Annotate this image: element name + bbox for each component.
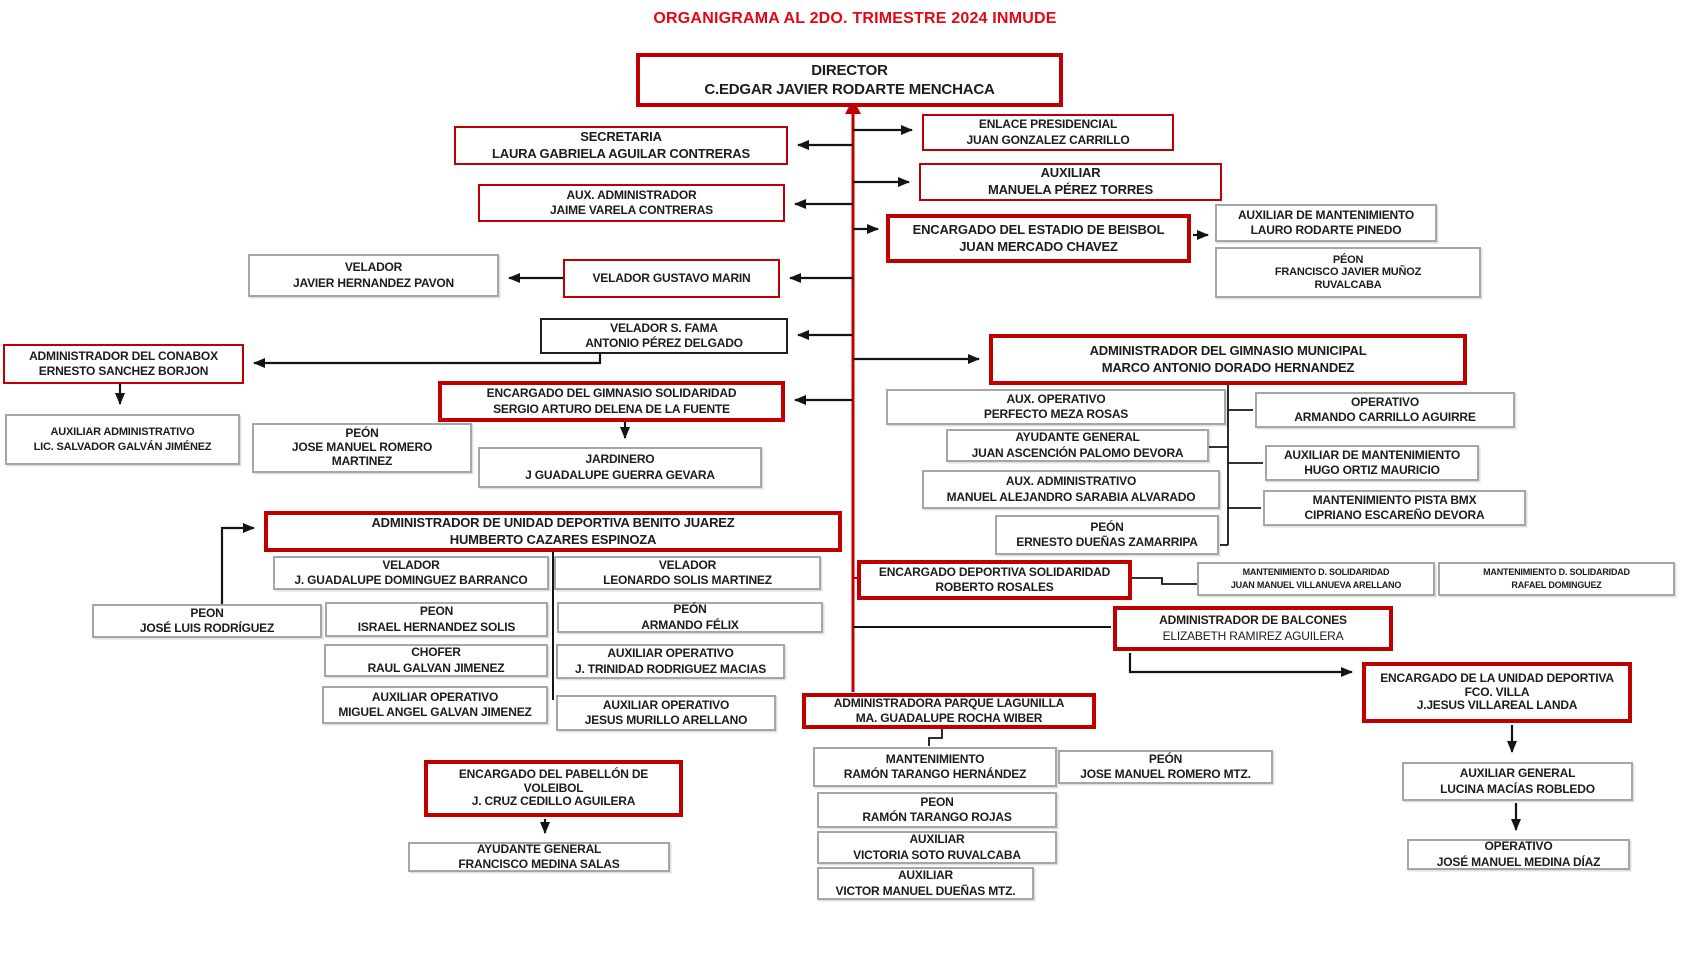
org-node-line: VELADOR S. FAMA — [610, 320, 718, 335]
org-node-mant-sol-1 — [1197, 562, 1435, 596]
org-node-line: MANTENIMIENTO — [885, 751, 985, 766]
org-node-line: SECRETARIA — [580, 128, 662, 144]
org-node-line: MARCO ANTONIO DORADO HERNANDEZ — [1101, 359, 1355, 375]
org-node-peon-francisco — [1215, 247, 1481, 298]
org-node-peon-romero — [252, 423, 472, 473]
org-node-line: J.JESUS VILLAREAL LANDA — [1416, 698, 1578, 713]
org-node-line: ARMANDO FÉLIX — [641, 617, 739, 632]
org-node-line: AUXILIAR OPERATIVO — [371, 689, 499, 704]
org-node-line: AUXILIAR OPERATIVO — [607, 646, 734, 661]
org-node-line: LAURO RODARTE PINEDO — [1250, 223, 1402, 237]
org-node-aux-victor — [817, 867, 1034, 900]
org-node-aux-general-lucina — [1402, 762, 1633, 801]
org-node-line: ISRAEL HERNANDEZ SOLIS — [357, 619, 516, 634]
org-node-line: HUMBERTO CAZARES ESPINOZA — [449, 531, 657, 547]
org-node-line: MANUELA PÉREZ TORRES — [987, 182, 1153, 197]
org-node-mant-bmx — [1263, 490, 1526, 526]
org-node-line: RAMÓN TARANGO HERNÁNDEZ — [843, 767, 1027, 781]
org-node-line: ELIZABETH RAMIREZ AGUILERA — [1162, 628, 1344, 643]
org-node-aux-mant-hugo — [1265, 445, 1479, 481]
org-node-mant-ramon — [813, 747, 1057, 787]
org-node-pabellon — [424, 760, 683, 817]
org-node-line: LUCINA MACÍAS ROBLEDO — [1440, 781, 1595, 796]
org-node-line: ARMANDO CARRILLO AGUIRRE — [1294, 410, 1476, 424]
org-node-line: RUVALCABA — [1314, 278, 1382, 291]
org-node-aux-admin-manuel — [922, 470, 1220, 509]
org-node-aux-op-perfecto — [886, 389, 1226, 425]
org-node-line: HUGO ORTIZ MAURICIO — [1304, 463, 1440, 477]
org-node-aux-op-trinidad — [556, 644, 785, 679]
org-node-line: ADMINISTRADOR DEL CONABOX — [29, 348, 218, 363]
org-node-peon-armando-felix — [557, 602, 823, 633]
org-node-line: FRANCISCO JAVIER MUÑOZ — [1274, 266, 1422, 279]
org-node-line: AUXILIAR GENERAL — [1459, 766, 1576, 781]
org-node-line: VELADOR — [658, 557, 717, 572]
org-node-line: VELADOR GUSTAVO MARIN — [592, 270, 751, 285]
org-node-line: JOSÉ MANUEL MEDINA DÍAZ — [1436, 854, 1601, 869]
org-node-line: MANTENIMIENTO D. SOLIDARIDAD — [1483, 566, 1630, 577]
org-node-line: CIPRIANO ESCAREÑO DEVORA — [1304, 508, 1485, 522]
org-node-velador-javier — [248, 254, 499, 297]
org-node-line: MANTENIMIENTO PISTA BMX — [1312, 492, 1477, 507]
org-node-line: VICTOR MANUEL DUEÑAS MTZ. — [835, 883, 1016, 898]
org-node-peon-ramon-rojas — [817, 792, 1057, 828]
org-node-line: ADMINISTRADOR DEL GIMNASIO MUNICIPAL — [1089, 342, 1367, 358]
org-node-gimnasio-municipal — [989, 334, 1467, 385]
org-node-ayudante-francisco — [408, 842, 670, 872]
org-node-line: ENCARGADO DEL GIMNASIO SOLIDARIDAD — [486, 386, 737, 401]
org-node-line: JUAN GONZALEZ CARRILLO — [966, 132, 1130, 147]
org-node-line: ADMINISTRADOR DE UNIDAD DEPORTIVA BENITO JUAREZ — [371, 514, 735, 530]
org-node-line: PEÓN — [345, 426, 379, 441]
org-node-peon-israel — [325, 602, 548, 637]
org-node-line: JUAN MANUEL VILLANUEVA ARELLANO — [1230, 580, 1402, 590]
org-node-line: J. CRUZ CEDILLO AGUILERA — [471, 794, 636, 809]
org-node-line: JUAN ASCENCIÓN PALOMO DEVORA — [971, 445, 1184, 460]
org-node-estadio — [886, 214, 1191, 263]
org-node-ayudante-juan — [946, 429, 1209, 462]
org-node-line: PEON — [920, 794, 954, 809]
org-node-line: JUAN MERCADO CHAVEZ — [959, 238, 1118, 254]
org-node-aux-administrador — [478, 184, 785, 222]
org-node-line: LEONARDO SOLIS MARTINEZ — [603, 573, 772, 587]
org-node-line: RAUL GALVAN JIMENEZ — [367, 660, 505, 675]
org-node-aux-op-jesus — [556, 695, 776, 731]
org-node-line: AUXILIAR ADMINISTRATIVO — [50, 426, 195, 439]
org-node-line: PERFECTO MEZA ROSAS — [983, 407, 1129, 421]
org-node-line: LIC. SALVADOR GALVÁN JIMÉNEZ — [33, 440, 212, 453]
org-node-line: ENLACE PRESIDENCIAL — [978, 117, 1118, 132]
org-node-peon-jose-luis — [92, 604, 322, 638]
org-node-line: J. TRINIDAD RODRIGUEZ MACIAS — [574, 661, 767, 676]
org-node-conabox — [3, 344, 244, 384]
org-node-line: VOLEIBOL — [523, 780, 584, 795]
org-node-line: JOSE MANUEL ROMERO — [291, 440, 433, 455]
org-node-line: AUXILIAR — [897, 868, 954, 883]
org-node-fco-villa — [1362, 662, 1632, 723]
org-node-line: VICTORIA SOTO RUVALCABA — [853, 847, 1021, 862]
org-node-line: ERNESTO SANCHEZ BORJON — [38, 364, 209, 378]
org-node-operativo-medina — [1407, 839, 1630, 870]
org-node-line: PEON — [419, 604, 454, 619]
org-node-line: PEÓN — [1090, 519, 1124, 534]
org-node-velador-gustavo — [563, 259, 780, 298]
org-node-line: OPERATIVO — [1484, 839, 1553, 854]
org-node-line: AUXILIAR — [909, 832, 965, 847]
org-node-secretaria — [454, 126, 788, 165]
org-node-line: JAIME VARELA CONTRERAS — [550, 203, 713, 217]
org-node-peon-romero-mtz — [1058, 750, 1273, 784]
org-node-line: VELADOR — [344, 260, 403, 275]
org-node-line: AUX. ADMINISTRADOR — [566, 187, 697, 202]
org-node-line: ADMINISTRADOR DE BALCONES — [1159, 613, 1347, 628]
org-node-line: RAFAEL DOMINGUEZ — [1511, 580, 1602, 590]
org-node-line: ERNESTO DUEÑAS ZAMARRIPA — [1016, 535, 1198, 549]
org-node-velador-guadalupe — [273, 556, 549, 590]
org-node-peon-ernesto — [995, 515, 1219, 555]
org-node-aux-victoria — [817, 831, 1057, 864]
org-node-line: FRANCISCO MEDINA SALAS — [458, 857, 620, 871]
org-node-line: PEÓN — [673, 602, 707, 617]
org-node-line: MIGUEL ANGEL GALVAN JIMENEZ — [338, 705, 532, 719]
org-node-line: JESUS MURILLO ARELLANO — [584, 713, 748, 727]
org-node-director — [636, 53, 1063, 107]
org-node-line: JAVIER HERNANDEZ PAVON — [293, 275, 454, 290]
org-node-line: AUXILIAR OPERATIVO — [602, 697, 730, 712]
org-node-line: PEON — [190, 605, 224, 620]
org-node-velador-leonardo — [554, 556, 821, 590]
org-node-line: ROBERTO ROSALES — [935, 580, 1054, 594]
org-node-line: J GUADALUPE GUERRA GEVARA — [525, 467, 715, 482]
org-node-line: VELADOR — [382, 557, 440, 572]
org-node-parque-lagunilla — [802, 693, 1096, 729]
org-node-line: FCO. VILLA — [1464, 684, 1530, 699]
org-node-gimnasio-solidaridad — [438, 381, 785, 422]
org-node-line: SERGIO ARTURO DELENA DE LA FUENTE — [493, 401, 730, 416]
org-node-operativo-armando — [1255, 392, 1515, 428]
org-node-line: MANUEL ALEJANDRO SARABIA ALVARADO — [946, 489, 1196, 504]
org-node-line: LAURA GABRIELA AGUILAR CONTRERAS — [492, 145, 750, 161]
org-node-line: DIRECTOR — [811, 61, 888, 79]
org-node-line: JOSÉ LUIS RODRÍGUEZ — [139, 621, 275, 635]
org-node-line: JARDINERO — [585, 452, 655, 467]
org-node-enlace — [922, 114, 1174, 151]
org-node-deportiva-solidaridad — [857, 560, 1132, 600]
org-node-chofer — [324, 644, 548, 677]
org-node-line: MA. GUADALUPE ROCHA WIBER — [855, 711, 1043, 725]
page-title: ORGANIGRAMA AL 2DO. TRIMESTRE 2024 INMUDE — [653, 10, 1057, 27]
org-node-line: AYUDANTE GENERAL — [1015, 430, 1140, 445]
org-node-line: ENCARGADO DEPORTIVA SOLIDARIDAD — [878, 564, 1111, 579]
org-node-line: AUXILIAR — [1040, 165, 1101, 181]
org-node-line: C.EDGAR JAVIER RODARTE MENCHACA — [704, 81, 995, 98]
org-node-velador-s-fama — [540, 318, 788, 354]
org-node-line: ENCARGADO DE LA UNIDAD DEPORTIVA — [1380, 670, 1614, 685]
org-node-line: AUX. ADMINISTRATIVO — [1005, 474, 1137, 489]
org-node-line: AUX. OPERATIVO — [1006, 391, 1106, 406]
org-node-line: JOSE MANUEL ROMERO MTZ. — [1080, 767, 1251, 781]
org-node-line: MANTENIMIENTO D. SOLIDARIDAD — [1242, 566, 1390, 577]
org-node-mant-sol-2 — [1438, 562, 1675, 596]
org-node-line: J. GUADALUPE DOMINGUEZ BARRANCO — [294, 573, 528, 587]
org-node-line: ENCARGADO DEL PABELLÓN DE — [458, 766, 649, 781]
org-node-benito-juarez — [264, 511, 842, 552]
org-node-jardinero — [478, 447, 762, 488]
org-node-line: AUXILIAR DE MANTENIMIENTO — [1283, 447, 1461, 462]
org-node-line: CHOFER — [411, 645, 461, 660]
org-node-line: RAMÓN TARANGO ROJAS — [862, 810, 1012, 824]
org-node-line: AUXILIAR DE MANTENIMIENTO — [1237, 207, 1415, 222]
org-node-aux-mant-lauro — [1215, 204, 1437, 242]
org-node-line: ADMINISTRADORA PARQUE LAGUNILLA — [833, 695, 1065, 710]
org-node-line: OPERATIVO — [1351, 394, 1419, 409]
org-node-aux-op-miguel — [322, 686, 548, 724]
org-node-aux-manuela — [919, 163, 1222, 201]
org-node-line: AYUDANTE GENERAL — [476, 841, 602, 856]
org-node-line: MARTINEZ — [331, 453, 393, 468]
org-node-line: ANTONIO PÉREZ DELGADO — [585, 336, 743, 350]
org-node-line: ENCARGADO DEL ESTADIO DE BEISBOL — [912, 221, 1165, 237]
org-node-line: PÉON — [1332, 253, 1364, 266]
org-node-line: PEÓN — [1148, 751, 1183, 766]
org-node-admin-balcones — [1113, 606, 1393, 651]
org-node-aux-admin-salvador — [5, 414, 240, 465]
